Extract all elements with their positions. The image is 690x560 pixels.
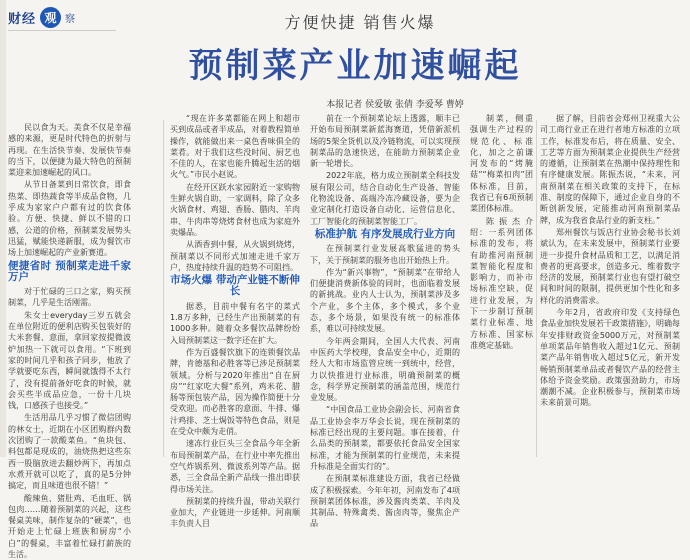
paragraph: 前在一个预制菜论坛上透露，顺丰已开始布局预制菜新蓝海赛道，凭借新派机场的5架全货机以及冷链物流，可以实现预制菜品的急速快送，在能助力预制菜企业新一轮增长。 <box>310 113 460 169</box>
subheadline: 方便快捷 销售火爆 <box>230 10 490 33</box>
byline: 本报记者 侯爱敏 张倩 李爱琴 曹婷 <box>285 97 505 110</box>
paragraph: 酸辣鱼、猪肚鸡、毛血旺、锅包肉……随着预制菜的兴起，这些餐桌美味，制作复杂的“硬菜”，也开始走上忙碌上班族和厨房“小白”的餐桌，丰富着忙碌打薪族的生活。 <box>8 493 131 560</box>
section-label-part1: 财经 <box>8 8 36 27</box>
paragraph: 在预制菜行业发展高歌猛进的势头下，关于预制菜的服务也出开始热上升。 <box>310 243 460 266</box>
paragraph: “中国食品工业协会副会长、河南省食品工业协会李万华会长说，现在预制菜的标准已经出现的主要问题。事在接着，什么品类的预制菜，都要依托食品安全国家标准，才能为预制菜的行业规范，未来提升标准是全面实行的”。 <box>310 404 460 472</box>
paragraph: 制菜，侧重强调生产过程的规范化、标准化，加之之前谦河发布的“烤腌菇”“梅菜扣肉”团体标准，目前，我省已有6项预制菜团体标准。 <box>470 113 533 215</box>
article-column-2 <box>170 113 300 457</box>
paragraph: 在经开区跃水家园附近一家购物生鲜火锅自助，一家调料，除了众多火锅食材、鸡翅、香肠、腊肉、羊肉串、牛肉串等烧烤食材也成为家庭外卖爆品。 <box>170 182 300 238</box>
paragraph: 从节日备菜到日常饮食，即食热菜、即热蔬食等半成品食物，几乎成为家家户户都有过的饮食体验。方便、快捷、鲜以不错的口感，公道的价格，预制菜发展势头迅猛，赋能快递新服，成为餐饮市场上加速崛起的产业新赛道。 <box>8 179 131 258</box>
paragraph: 郑州餐饮与饭店行业协会秘书长刘斌认为，在未来发展中，预制菜行业要进一步提升食材品质和工艺，以满足消费者的更高要求，创造多元、维着数字经济的发展，预制菜行业也有望打破空间和时间的限制，提供更加个性化和多样化的消费需求。 <box>540 227 680 306</box>
paragraph: 作为“新兴事物”，“预制菜”在带给人们便捷消费新体验的同时，也面临着发展的新挑战。业内人士认为，预制菜涉及多个产业，多个主体，多个模式，多个业态，多个场景，如果没有统一的标准体系，难以可持续发展。 <box>310 267 460 335</box>
article-column-3 <box>310 113 460 457</box>
section-rule <box>8 30 116 31</box>
paragraph: 据了解，目前省会郑州卫视重大公司工商行业正在进行者地方标准的立项工作，标准发布后，将在质量、安全、工艺等方面为预制菜企业提供生产经营的遵循，让预制菜在热潮中保持理性和有序健康发展。陈振杰说，“未来，河南预制菜在相关政策的支持下，在标准、制度的保障下，通过企业自身的不断创新发展，定能推动河南预制菜品牌，成为我省食品行业的新支柱。” <box>540 113 680 226</box>
article-column-4 <box>540 113 680 457</box>
paragraph: 生活用品几乎习惯了微信团购的林女士，近期在小区团购群内数次团购了一款酸菜鱼。“鱼块包、料包都是现成的，油烧热把这些东西一股脑放进去翻炒两下，再加点水煮开就可以吃了，真的是5分钟搞定，而且味道也很不错！” <box>8 412 131 491</box>
paragraph: “现在许多菜都能在网上和超市买到成品或者半成品，对着教程简单操作，就能做出来一桌色香味俱全的菜肴。对于我们这些没时间、厨艺也不佳的人，在家也能升腾起生活的烟火气。”市民小赵说。 <box>170 113 300 181</box>
section-label-part2: 察 <box>65 10 75 25</box>
column-divider <box>163 120 164 457</box>
paragraph: 2022年底，格力成立预制菜全科技发展有限公司，结合自动化生产设备、智能化物流设备、高端冷冻冷藏设备，要为企业定制化打造设备自动化、运营信息化、工厂智能化的预制菜智能工厂。 <box>310 170 460 226</box>
paragraph: 作为百盛餐饮旗下的连锁餐饮品牌，肯德基和必胜客等已涉足预制菜领域。分析与2020年推出“自在厨房”“红家吃大餐”系列，鸡米花、腊肠等预包装产品，因为操作简便十分受欢迎。而必胜客的意面、牛排、爆汁鸡排、芝士焗饭等特色食品，则是在受众中颇为走俏。 <box>170 347 300 437</box>
paragraph: 今年2月，省政府印发《支持绿色食品业加快发展若干政策措施》，明确每年安排财政资金5000万元，对预制菜单项菜品年销售收入超过1亿元、预制菜产品年销售收入超过5亿元，新开发畅销预制菜单品或者餐饮产品的经营主体给予资金奖励。政策强劲助力，市场潮潮不减。企业积极参与，预制菜市场未来前景可期。 <box>540 307 680 409</box>
paragraph: 今年两会期间，全国人大代表、河南中医药大学校理，食品安全中心，近期的经人大和市场监管应统一到统中，经营，力以快推进行业标准，明确预制菜的概念，科学界定预制菜的涵盖范围，规范行业发展。 <box>310 336 460 404</box>
paragraph: 在预制菜标准建设方面，我省已经做成了积极探索。今年年初，河南发布了4项预制菜团体标准，涉及酱肉类菜、羊肉及其制品、特殊禽类、酱卤肉等，聚焦企产品 <box>310 473 460 529</box>
section-heading: 市场火爆 带动产业链不断伸长 <box>170 275 300 298</box>
headline: 预制菜产业加速崛起 <box>120 38 590 87</box>
section-label <box>8 6 75 28</box>
article-column-5 <box>470 113 533 457</box>
section-label-circle: 观 <box>40 7 61 28</box>
section-heading: 便捷省时 预制菜走进千家万户 <box>8 261 131 284</box>
paragraph: 对于忙碌的三口之家，购买预制菜，几乎是生活刚需。 <box>8 286 131 309</box>
paragraph: 从酒香到中餐，从火锅到烧烤，预制菜以不同形式加速走进千家万户，热度持续升温的趋势不可阻挡。 <box>170 239 300 273</box>
page-edge <box>0 0 6 457</box>
paragraph: 朱女士everyday三岁五就会在单位附近的便利店购买包装好的大米套餐、意面，拿回家按提微波炉加热一下就可以食用。“下班到家的时间几乎和孩子同步，他放了学就要吃东西，瞬间就饿得不太行了，没有提前备好吃食的时候，就会买些半成品应急，一份十几块钱，口感孩子也接受。” <box>8 310 131 412</box>
paragraph: 民以食为天。美食不仅是幸福感的来源，更是时代特色的折射与再现。在生活快节奏、发展快节奏的当下，以便捷为最大特色的预制菜迎来加速崛起的风口。 <box>8 122 131 178</box>
paragraph: 据悉，目前中餐有名字的菜式1.8万多种，已经生产出预制菜的有1000多种。随着众多餐饮品牌纷纷入局预制菜这一数字还在扩大。 <box>170 301 300 346</box>
paragraph: 陈振杰介绍：一系列团体标准的发布，将有助推河南预制菜智能化程度和影响力，而补市场标准空缺，促进行业发展，为下一步制订预制菜行业标准、地方标准、国家标准奠定基础。 <box>470 216 533 352</box>
column-divider <box>536 120 537 457</box>
section-heading: 标准护航 有序发展成行业方向 <box>310 229 460 240</box>
paragraph: 预制菜的持续升温，带动关联行业加大，产业链进一步延伸。河南顺丰负责人目 <box>170 496 300 530</box>
paragraph: 速冻行业巨头三全食品今年全新布局预制菜产品，在行业中率先推出空气炸锅系列、微波系列等产品。据悉，三全食品全新产品线一推出即获得市场关注。 <box>170 438 300 494</box>
article-column-1 <box>8 122 131 457</box>
